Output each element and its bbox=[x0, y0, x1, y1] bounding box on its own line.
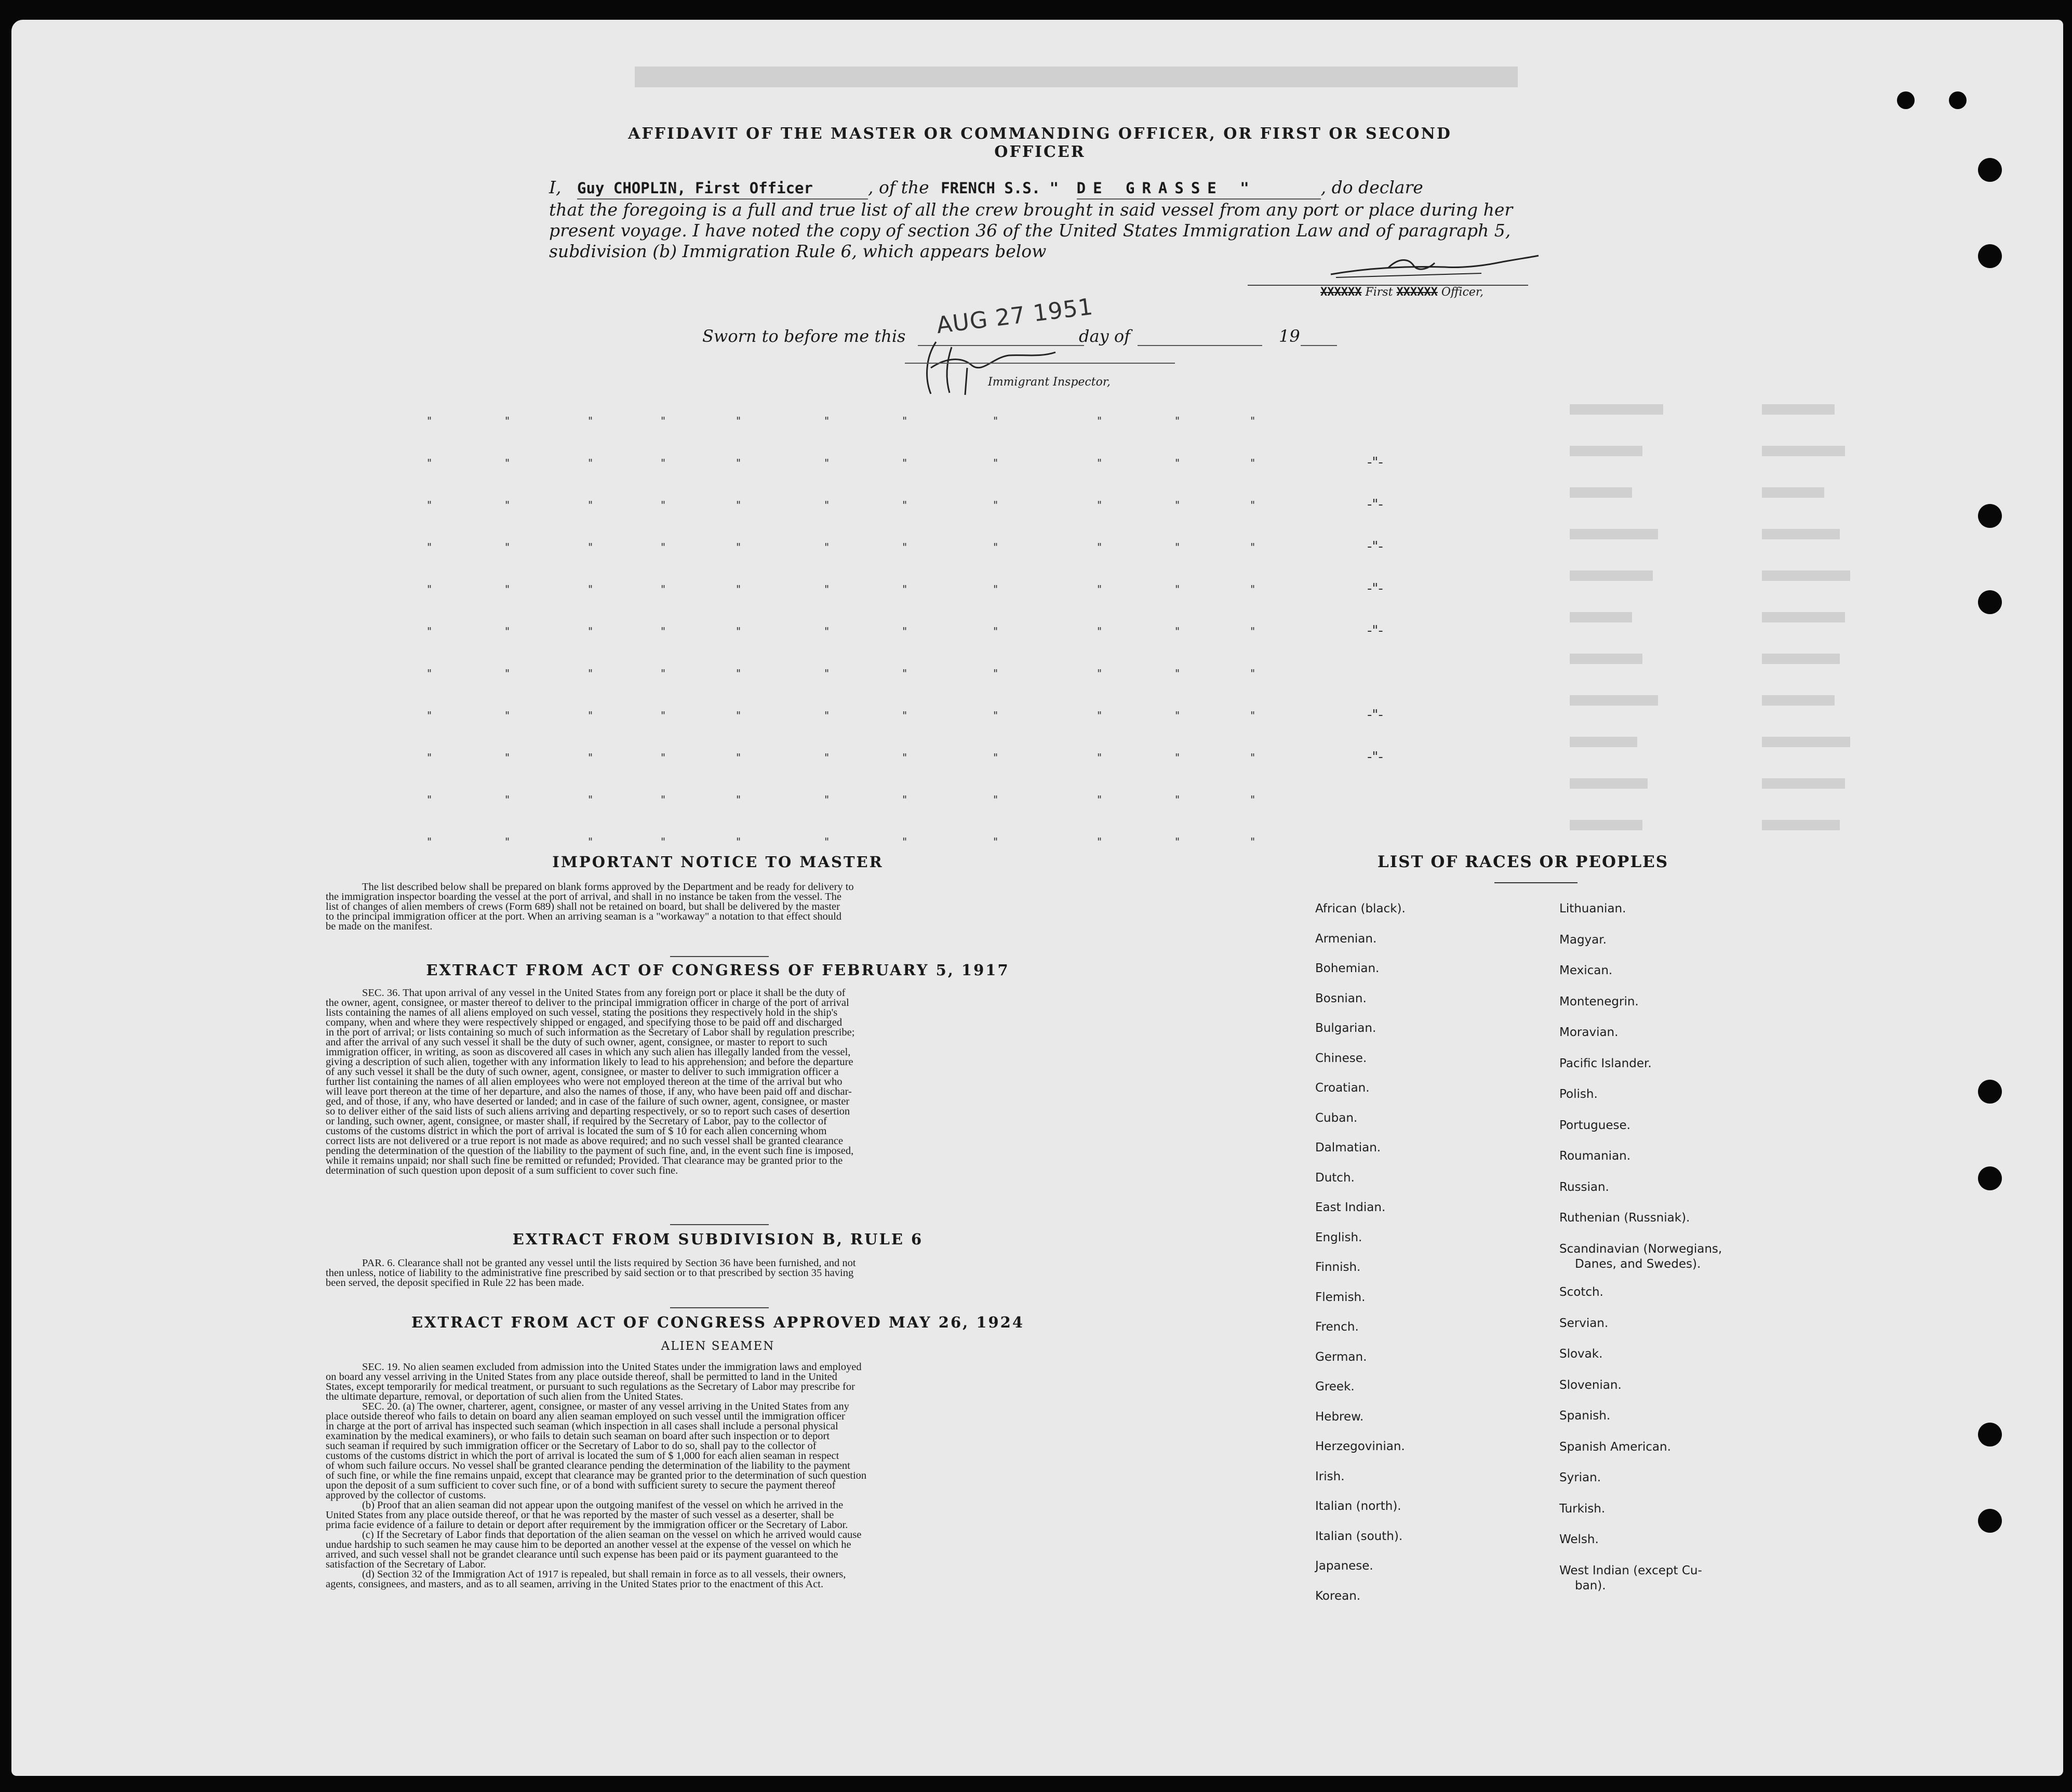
ditto-mark: " bbox=[824, 793, 830, 806]
year-label: 19 bbox=[1279, 326, 1300, 346]
ditto-mark: " bbox=[1097, 625, 1102, 638]
text-line: giving a description of such alien, together with any information likely to lead to his apprehension; and before the departure bbox=[326, 1056, 853, 1068]
ditto-mark: " bbox=[902, 625, 907, 638]
ditto-mark: " bbox=[902, 583, 907, 595]
ditto-mark: " bbox=[588, 709, 593, 722]
text-line: so to deliver either of the said lists of such aliens arriving and departing respectively, or so to report such cases of desertion bbox=[326, 1106, 850, 1117]
ditto-dash-mark: -"- bbox=[1367, 581, 1383, 596]
text-line: customs of the customs district in which the port of arrival is located the sum of $ 1,000 for each alien seaman in respect bbox=[326, 1450, 839, 1462]
race-item: Turkish. bbox=[1559, 1502, 1606, 1516]
inspector-line bbox=[905, 363, 1175, 364]
inspector-signature bbox=[915, 337, 1071, 404]
text-line: upon the deposit of a sum sufficient to cover such fine, or of a bond with sufficient surety to secure the payment thereof bbox=[326, 1480, 836, 1491]
text-line: and after the arrival of any such vessel it shall be the duty of such owner, agent, consignee, or master to report to such bbox=[326, 1037, 827, 1048]
race-item: Korean. bbox=[1315, 1589, 1361, 1603]
punch-hole bbox=[1978, 504, 2002, 528]
race-item: Spanish American. bbox=[1559, 1440, 1671, 1454]
race-item: Cuban. bbox=[1315, 1111, 1358, 1125]
text-line: approved by the collector of customs. bbox=[326, 1490, 486, 1501]
text-line: United States from any place outside thereof, or that he was reported by the master of such vessel as a deserter, shall be bbox=[326, 1509, 834, 1521]
punch-hole bbox=[1978, 244, 2002, 268]
ditto-mark: " bbox=[661, 751, 666, 764]
text-line: (b) Proof that an alien seaman did not appear upon the outgoing manifest of the vessel on which he arrived in the bbox=[362, 1499, 844, 1511]
text-line: (c) If the Secretary of Labor finds that deportation of the alien seaman on the vessel on which he arrived would cause bbox=[362, 1529, 862, 1541]
ditto-mark: " bbox=[1097, 583, 1102, 595]
text-line: will leave port thereon at the time of her departure, and also the names of those, if any, who have been paid off and dischar- bbox=[326, 1086, 852, 1097]
race-item: Scotch. bbox=[1559, 1285, 1603, 1299]
ditto-mark: " bbox=[588, 625, 593, 638]
ditto-mark: " bbox=[824, 583, 830, 595]
ditto-mark: " bbox=[588, 751, 593, 764]
ditto-mark: " bbox=[505, 457, 510, 469]
text-line: examination by the medical examiners), or who fails to detain such seaman on board after such inspection or to deport bbox=[326, 1430, 830, 1442]
text-line: agents, consignees, and masters, and as to all seamen, arriving in the United States prior to the enactment of this Act. bbox=[326, 1578, 824, 1590]
race-item: Magyar. bbox=[1559, 933, 1607, 947]
ditto-mark: " bbox=[902, 835, 907, 848]
month-line bbox=[1138, 345, 1262, 346]
race-item: Flemish. bbox=[1315, 1290, 1366, 1304]
ditto-mark: " bbox=[1175, 793, 1180, 806]
ditto-mark: " bbox=[1250, 583, 1255, 595]
text-line: undue hardship to such seamen he may cause him to be deported an another vessel at the expense of the vessel on which he bbox=[326, 1539, 851, 1550]
ditto-mark: " bbox=[993, 667, 998, 680]
race-item: Lithuanian. bbox=[1559, 902, 1626, 915]
race-item: Russian. bbox=[1559, 1180, 1609, 1194]
ditto-mark: " bbox=[588, 667, 593, 680]
race-item: Bosnian. bbox=[1315, 991, 1367, 1005]
punch-hole bbox=[1978, 1509, 2002, 1533]
ditto-mark: " bbox=[427, 415, 432, 427]
ditto-mark: " bbox=[993, 415, 998, 427]
text-line: while it remains unpaid; nor shall such fine be remitted or refunded; Provided. That clearance may be granted prior to the bbox=[326, 1155, 843, 1166]
ditto-mark: " bbox=[427, 793, 432, 806]
text-line: determination of such question upon deposit of a sum sufficient to cover such fine. bbox=[326, 1165, 678, 1176]
ditto-mark: " bbox=[427, 625, 432, 638]
race-item: German. bbox=[1315, 1350, 1367, 1364]
ditto-mark: " bbox=[824, 541, 830, 553]
ditto-mark: " bbox=[505, 709, 510, 722]
ditto-mark: " bbox=[505, 751, 510, 764]
race-item: Scandinavian (Norwegians, bbox=[1559, 1242, 1722, 1256]
ditto-mark: " bbox=[736, 499, 741, 511]
text-line: further list containing the names of all alien employees who were not employed thereon at the time of the arrival but who bbox=[326, 1076, 843, 1087]
text-line: the owner, agent, consignee, or master thereof to deliver to the principal immigration officer in charge of the port of arrival bbox=[326, 997, 849, 1008]
ditto-mark: " bbox=[736, 667, 741, 680]
race-item: Polish. bbox=[1559, 1087, 1598, 1101]
text-line: SEC. 19. No alien seamen excluded from admission into the United States under the immigration laws and employed bbox=[362, 1361, 862, 1373]
ditto-mark: " bbox=[1175, 625, 1180, 638]
ditto-mark: " bbox=[588, 835, 593, 848]
ditto-mark: " bbox=[505, 793, 510, 806]
ditto-mark: " bbox=[588, 415, 593, 427]
text-line: in charge at the port of arrival has inspected such seaman (which inspection in all cases shall include a personal physical bbox=[326, 1421, 838, 1432]
race-item: Spanish. bbox=[1559, 1409, 1611, 1423]
race-item: Mexican. bbox=[1559, 964, 1613, 977]
race-item: African (black). bbox=[1315, 902, 1406, 915]
race-item: East Indian. bbox=[1315, 1201, 1386, 1214]
ditto-mark: " bbox=[1250, 499, 1255, 511]
signature-caption: XXXXXX First XXXXXX Officer, bbox=[1320, 286, 1484, 299]
race-item-continuation: ban). bbox=[1575, 1578, 1606, 1592]
ditto-mark: " bbox=[588, 541, 593, 553]
ditto-mark: " bbox=[588, 457, 593, 469]
ditto-mark: " bbox=[902, 415, 907, 427]
race-item: Servian. bbox=[1559, 1316, 1609, 1330]
text-line: (d) Section 32 of the Immigration Act of 1917 is repealed, but shall remain in force as to all vessels, their owners, bbox=[362, 1569, 846, 1580]
race-item: Chinese. bbox=[1315, 1051, 1367, 1065]
ditto-mark: " bbox=[902, 793, 907, 806]
ditto-mark: " bbox=[505, 625, 510, 638]
text-line: of any such vessel it shall be the duty of such owner, agent, consignee, or master to deliver to such immigration officer a bbox=[326, 1066, 839, 1078]
ditto-mark: " bbox=[824, 709, 830, 722]
ditto-mark: " bbox=[427, 835, 432, 848]
ditto-mark: " bbox=[736, 541, 741, 553]
punch-hole bbox=[1978, 1080, 2002, 1104]
ditto-mark: " bbox=[1097, 667, 1102, 680]
race-item: Armenian. bbox=[1315, 932, 1377, 946]
extract-rule6-heading: EXTRACT FROM SUBDIVISION B, RULE 6 bbox=[512, 1230, 924, 1248]
ditto-mark: " bbox=[993, 625, 998, 638]
ditto-mark: " bbox=[505, 835, 510, 848]
race-item: Portuguese. bbox=[1559, 1118, 1630, 1132]
text-line: of such fine, or while the fine remains unpaid, except that clearance may be granted prior to the determination of such question bbox=[326, 1470, 867, 1481]
ditto-mark: " bbox=[736, 751, 741, 764]
race-item: Bohemian. bbox=[1315, 962, 1380, 975]
ditto-mark: " bbox=[902, 457, 907, 469]
text-line: such seaman if required by such immigration officer or the Secretary of Labor to do so, shall pay to the collector of bbox=[326, 1440, 817, 1452]
ditto-mark: " bbox=[1097, 499, 1102, 511]
ditto-mark: " bbox=[902, 499, 907, 511]
extract-rule6-body bbox=[326, 1258, 1094, 1288]
ditto-mark: " bbox=[1175, 667, 1180, 680]
text-line: of whom such failure occurs. No vessel shall be granted clearance pending the determination of the liability to the payment bbox=[326, 1460, 850, 1471]
ditto-mark: " bbox=[588, 793, 593, 806]
ditto-mark: " bbox=[993, 499, 998, 511]
sworn-statement: Sworn to before me this bbox=[702, 326, 906, 346]
race-item: Irish. bbox=[1315, 1469, 1345, 1483]
ditto-mark: " bbox=[661, 457, 666, 469]
text-line: the ultimate departure, removal, or deportation of such alien from the United States. bbox=[326, 1391, 684, 1402]
notice-heading: IMPORTANT NOTICE TO MASTER bbox=[552, 853, 884, 871]
ditto-dash-mark: -"- bbox=[1367, 623, 1383, 639]
ditto-mark: " bbox=[1175, 835, 1180, 848]
ditto-mark: " bbox=[736, 457, 741, 469]
ditto-mark: " bbox=[427, 541, 432, 553]
race-item: Welsh. bbox=[1559, 1533, 1599, 1546]
ditto-mark: " bbox=[993, 835, 998, 848]
ditto-mark: " bbox=[824, 499, 830, 511]
race-item: Greek. bbox=[1315, 1380, 1355, 1393]
text-line: SEC. 20. (a) The owner, charterer, agent, consignee, or master of any vessel arriving in the United States from any bbox=[362, 1401, 849, 1412]
notice-body: The list described below shall be prepared on blank forms approved by the Department and be ready for delivery to the immigration inspector boarding the vessel at the port of arrival, and shall in no instance be taken from the vessel. The list of changes of alien members of crews (Form 689) shall not be retained on board, but shall be delivered by the master to the principal immigration officer at the port. When an arriving seaman is a "workaway" a notation to that effect should be made on the manifest. bbox=[326, 881, 854, 932]
race-item: Pacific Islander. bbox=[1559, 1056, 1652, 1070]
ditto-mark: " bbox=[1097, 751, 1102, 764]
alien-seamen-subheading: ALIEN SEAMEN bbox=[661, 1339, 775, 1353]
ditto-mark: " bbox=[505, 541, 510, 553]
declaration-text: I, Guy CHOPLIN, First Officer , of the FRENCH S.S. " DE GRASSE " , do declare that the foregoing is a full and true list of all the crew brought in said vessel from any port or place during her present voyage. I have noted the copy of section 36 of the United States Immigration Law and of paragraph 5, subdivision (b) Immigration Rule 6, which appears below bbox=[549, 177, 1513, 261]
ditto-mark: " bbox=[661, 583, 666, 595]
race-item: Bulgarian. bbox=[1315, 1021, 1376, 1035]
inspector-label: Immigrant Inspector, bbox=[988, 376, 1111, 389]
ditto-mark: " bbox=[505, 499, 510, 511]
ditto-mark: " bbox=[736, 793, 741, 806]
ditto-mark: " bbox=[1250, 709, 1255, 722]
race-item: Hebrew. bbox=[1315, 1410, 1364, 1424]
text-line: in the port of arrival; or lists containing so much of such information as the Secretary of Labor shall by regulation prescribe; bbox=[326, 1027, 855, 1038]
race-item: Herzegovinian. bbox=[1315, 1440, 1405, 1453]
race-item: Ruthenian (Russniak). bbox=[1559, 1211, 1690, 1225]
ditto-mark: " bbox=[902, 667, 907, 680]
punch-hole bbox=[1949, 91, 1967, 109]
ditto-mark: " bbox=[427, 457, 432, 469]
race-item: English. bbox=[1315, 1230, 1362, 1244]
ditto-mark: " bbox=[824, 751, 830, 764]
text-line: SEC. 36. That upon arrival of any vessel in the United States from any foreign port or place it shall be the duty of bbox=[362, 987, 846, 999]
text-line: on board any vessel arriving in the United States from any place outside thereof, shall be permitted to land in the United bbox=[326, 1371, 837, 1383]
extract-1917-body bbox=[326, 988, 1094, 1176]
race-item: Japanese. bbox=[1315, 1559, 1373, 1573]
race-item: West Indian (except Cu- bbox=[1559, 1563, 1702, 1577]
text-line: been served, the deposit specified in Rule 22 has been made. bbox=[326, 1277, 584, 1289]
text-line: immigration officer, in writing, as soon as discovered all cases in which any such alien has illegally landed from the vessel, bbox=[326, 1046, 851, 1058]
ditto-mark: " bbox=[993, 457, 998, 469]
extract-1924-body bbox=[326, 1362, 1094, 1589]
ditto-mark: " bbox=[661, 709, 666, 722]
text-line: prima facie evidence of a failure to detain or deport after requirement by the immigration officer or the Secretary of Labor. bbox=[326, 1519, 848, 1531]
ditto-mark: " bbox=[824, 457, 830, 469]
ditto-mark: " bbox=[661, 793, 666, 806]
ditto-mark: " bbox=[736, 835, 741, 848]
ditto-mark: " bbox=[661, 499, 666, 511]
ditto-mark: " bbox=[1175, 541, 1180, 553]
ditto-mark: " bbox=[427, 709, 432, 722]
ditto-mark: " bbox=[1175, 709, 1180, 722]
ditto-mark: " bbox=[1097, 793, 1102, 806]
ditto-mark: " bbox=[427, 751, 432, 764]
ditto-mark: " bbox=[661, 667, 666, 680]
race-item: Syrian. bbox=[1559, 1471, 1601, 1484]
text-line: ged, and of those, if any, who have deserted or landed; and in case of the failure of such owner, agent, consignee, or master bbox=[326, 1096, 850, 1107]
ditto-mark: " bbox=[661, 835, 666, 848]
ditto-mark: " bbox=[736, 709, 741, 722]
race-item: Slovak. bbox=[1559, 1347, 1603, 1361]
race-item: Roumanian. bbox=[1559, 1149, 1631, 1163]
ditto-mark: " bbox=[1097, 415, 1102, 427]
ditto-mark: " bbox=[661, 415, 666, 427]
ditto-mark: " bbox=[1250, 667, 1255, 680]
vessel-name: DE GRASSE " bbox=[1077, 178, 1321, 200]
ditto-mark: " bbox=[1175, 751, 1180, 764]
text-line: then unless, notice of liability to the administrative fine prescribed by said section or to that prescribed by section 35 having bbox=[326, 1267, 854, 1279]
ditto-mark: " bbox=[1097, 709, 1102, 722]
ditto-dash-mark: -"- bbox=[1367, 455, 1383, 470]
officer-name: Guy CHOPLIN, First Officer bbox=[577, 178, 868, 200]
vessel-nationality: FRENCH S.S. " bbox=[941, 179, 1059, 197]
ditto-mark: " bbox=[824, 667, 830, 680]
ditto-mark: " bbox=[736, 583, 741, 595]
ditto-mark: " bbox=[588, 499, 593, 511]
text-line: lists containing the names of all aliens employed on such vessel, stating the positions they respectively hold in the ship's bbox=[326, 1007, 838, 1018]
ditto-mark: " bbox=[824, 625, 830, 638]
ditto-mark: " bbox=[993, 751, 998, 764]
ditto-mark: " bbox=[993, 583, 998, 595]
extract-1924-heading: EXTRACT FROM ACT OF CONGRESS APPROVED MAY 26, 1924 bbox=[411, 1313, 1025, 1331]
affidavit-title: AFFIDAVIT OF THE MASTER OR COMMANDING OFFICER, OR FIRST OR SECOND OFFICER bbox=[628, 125, 1452, 161]
document-page bbox=[11, 20, 2063, 1776]
ditto-mark: " bbox=[993, 541, 998, 553]
ditto-mark: " bbox=[824, 415, 830, 427]
ditto-dash-mark: -"- bbox=[1367, 707, 1383, 723]
ditto-mark: " bbox=[588, 583, 593, 595]
ditto-mark: " bbox=[993, 709, 998, 722]
ditto-mark: " bbox=[1250, 415, 1255, 427]
day-of-label: day of bbox=[1079, 326, 1130, 346]
divider-line bbox=[1494, 882, 1578, 883]
ditto-mark: " bbox=[1250, 541, 1255, 553]
punch-hole bbox=[1978, 1423, 2002, 1446]
text-line: correct lists are not delivered or a true report is not made as above required; and no such vessel shall be granted clearance bbox=[326, 1135, 844, 1147]
ditto-mark: " bbox=[1250, 457, 1255, 469]
race-item-continuation: Danes, and Swedes). bbox=[1575, 1257, 1701, 1271]
ditto-mark: " bbox=[427, 583, 432, 595]
ditto-mark: " bbox=[902, 709, 907, 722]
race-item: Montenegrin. bbox=[1559, 994, 1639, 1008]
race-item: Slovenian. bbox=[1559, 1378, 1622, 1392]
ditto-mark: " bbox=[1175, 499, 1180, 511]
race-item: Dutch. bbox=[1315, 1171, 1355, 1185]
ditto-dash-mark: -"- bbox=[1367, 539, 1383, 554]
ditto-mark: " bbox=[1097, 457, 1102, 469]
race-item: Dalmatian. bbox=[1315, 1141, 1381, 1154]
ditto-mark: " bbox=[1097, 541, 1102, 553]
ditto-mark: " bbox=[1250, 751, 1255, 764]
officer-signature bbox=[1326, 253, 1544, 284]
ditto-mark: " bbox=[824, 835, 830, 848]
text-line: place outside thereof who fails to detain on board any alien seaman employed on such vessel until the immigration officer bbox=[326, 1411, 845, 1422]
text-line: States, except temporarily for medical treatment, or pursuant to such regulations as the Secretary of Labor may prescribe for bbox=[326, 1381, 855, 1392]
race-item: Finnish. bbox=[1315, 1260, 1361, 1274]
ditto-mark: " bbox=[661, 625, 666, 638]
ditto-mark: " bbox=[902, 751, 907, 764]
ditto-dash-mark: -"- bbox=[1367, 497, 1383, 512]
punch-hole bbox=[1978, 158, 2002, 182]
ditto-mark: " bbox=[1250, 625, 1255, 638]
text-line: or landing, such owner, agent, consignee, or master shall, if required by the Secretary of Labor, pay to the collector of bbox=[326, 1116, 827, 1127]
ditto-mark: " bbox=[505, 667, 510, 680]
text-line: satisfaction of the Secretary of Labor. bbox=[326, 1559, 486, 1570]
ditto-mark: " bbox=[1175, 415, 1180, 427]
ditto-mark: " bbox=[1175, 583, 1180, 595]
race-item: Moravian. bbox=[1559, 1026, 1619, 1039]
date-stamp: AUG 27 1951 bbox=[935, 293, 1095, 339]
punch-hole bbox=[1978, 1166, 2002, 1190]
ditto-mark: " bbox=[736, 625, 741, 638]
ditto-mark: " bbox=[1175, 457, 1180, 469]
ditto-mark: " bbox=[1250, 793, 1255, 806]
ditto-mark: " bbox=[736, 415, 741, 427]
divider-line bbox=[670, 1307, 769, 1308]
ditto-mark: " bbox=[993, 793, 998, 806]
ditto-mark: " bbox=[1250, 835, 1255, 848]
race-item: French. bbox=[1315, 1320, 1359, 1334]
ditto-mark: " bbox=[1097, 835, 1102, 848]
punch-hole bbox=[1978, 590, 2002, 614]
races-heading: LIST OF RACES OR PEOPLES bbox=[1377, 853, 1669, 871]
race-item: Croatian. bbox=[1315, 1081, 1370, 1095]
race-item: Italian (north). bbox=[1315, 1499, 1401, 1513]
text-line: PAR. 6. Clearance shall not be granted any vessel until the lists required by Section 36 have been furnished, and not bbox=[362, 1257, 856, 1269]
race-item: Italian (south). bbox=[1315, 1529, 1403, 1543]
ditto-mark: " bbox=[902, 541, 907, 553]
ditto-mark: " bbox=[427, 667, 432, 680]
ditto-mark: " bbox=[661, 541, 666, 553]
ditto-mark: " bbox=[427, 499, 432, 511]
text-line: pending the determination of the question of the liability to the payment of such fine, and, in the event such fine is imposed, bbox=[326, 1145, 854, 1157]
text-line: arrived, and such vessel shall not be grandet clearance until such expense has been paid or its payment guaranteed to the bbox=[326, 1549, 838, 1560]
ditto-mark: " bbox=[505, 415, 510, 427]
divider-line bbox=[670, 1224, 769, 1225]
year-line bbox=[1301, 345, 1337, 346]
extract-1917-heading: EXTRACT FROM ACT OF CONGRESS OF FEBRUARY 5, 1917 bbox=[426, 961, 1010, 979]
ditto-dash-mark: -"- bbox=[1367, 749, 1383, 765]
text-line: customs of the customs district in which the port of arrival is located the sum of $ 10 for each alien concerning whom bbox=[326, 1125, 827, 1137]
ditto-mark: " bbox=[505, 583, 510, 595]
punch-hole bbox=[1897, 91, 1915, 109]
text-line: company, when and where they were respectively shipped or engaged, and specifying those to be paid off and discharged bbox=[326, 1017, 843, 1028]
divider-line bbox=[670, 956, 769, 957]
